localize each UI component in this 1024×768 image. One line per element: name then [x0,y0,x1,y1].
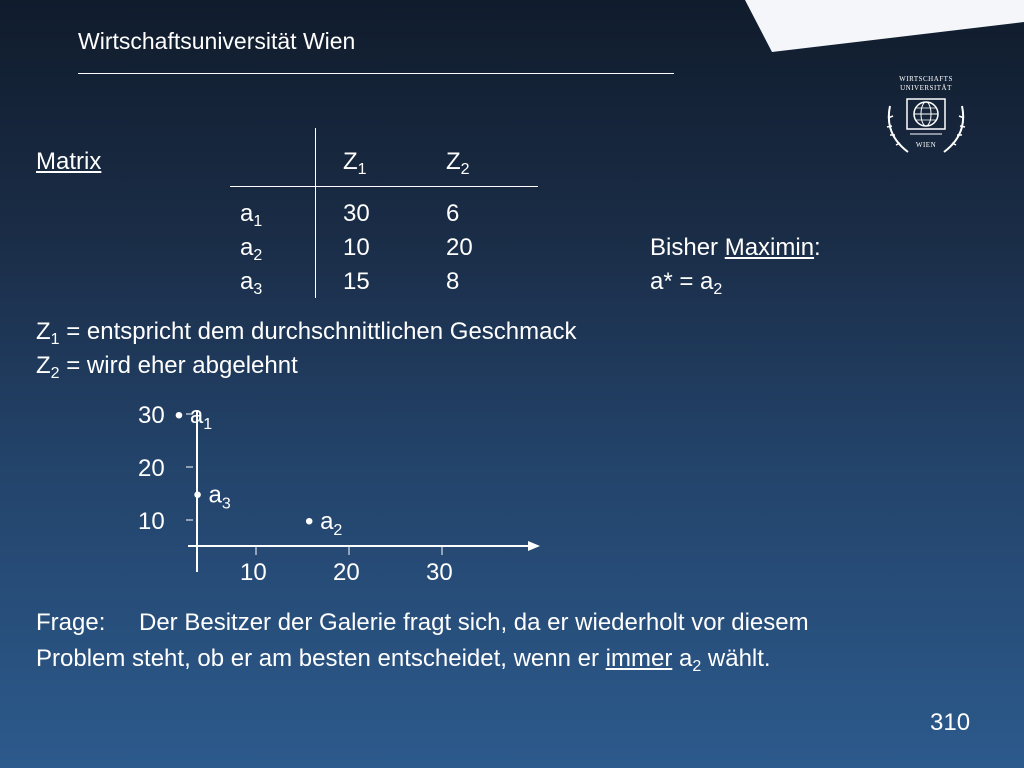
maximin-note: Bisher Maximin: [650,234,821,261]
question-label: Frage: [36,609,106,636]
cell-a3-z1: 15 [343,268,370,295]
cell-a2-z1: 10 [343,234,370,261]
cell-a1-z2: 6 [446,200,460,227]
page-number: 310 [930,709,971,736]
matrix-label: Matrix [36,148,102,175]
question-line2: Problem steht, ob er am besten entscheidet, wenn er immer $a_2$ wählt. [36,645,771,675]
row-label-a3: $a_3$ [240,268,263,298]
column-header-z2: $Z_2$ [446,148,470,178]
y-tick-label-20: 20 [138,455,165,482]
question-line1: Der Besitzer der Galerie fragt sich, da er wiederholt vor diesem [139,609,809,636]
maximin-result: $a* = a_2$ [650,268,723,298]
definition-z2: $Z_2$ = wird eher abgelehnt [36,352,298,382]
university-title: Wirtschaftsuniversität Wien [78,28,356,54]
point-a3: • $a_3$ [193,481,231,513]
definition-z1: $Z_1$ = entspricht dem durchschnittlichen Geschmack [36,318,577,348]
cell-a1-z1: 30 [343,200,370,227]
row-label-a2: $a_2$ [240,234,263,264]
point-a2: • $a_2$ [305,508,343,539]
emphasis-immer: immer [605,645,673,672]
y-tick-label-30: 30 [138,402,165,429]
x-tick-label-20: 20 [333,559,360,586]
cell-a3-z2: 8 [446,268,460,295]
column-header-z1: $Z_1$ [343,148,367,178]
point-a1: • $a_1$ [174,402,213,433]
maximin-term: Maximin [724,234,815,261]
logo-text-line3: WIEN [915,141,937,149]
x-tick-label-10: 10 [240,559,267,586]
logo-text-line1: WIRTSCHAFTS [899,75,953,83]
cell-a2-z2: 20 [446,234,473,261]
row-label-a1: $a_1$ [240,200,263,230]
x-tick-label-30: 30 [426,559,453,586]
x-axis-arrowhead [528,541,540,551]
y-tick-label-10: 10 [138,508,165,535]
logo-text-line2: UNIVERSITÄT [900,84,952,92]
